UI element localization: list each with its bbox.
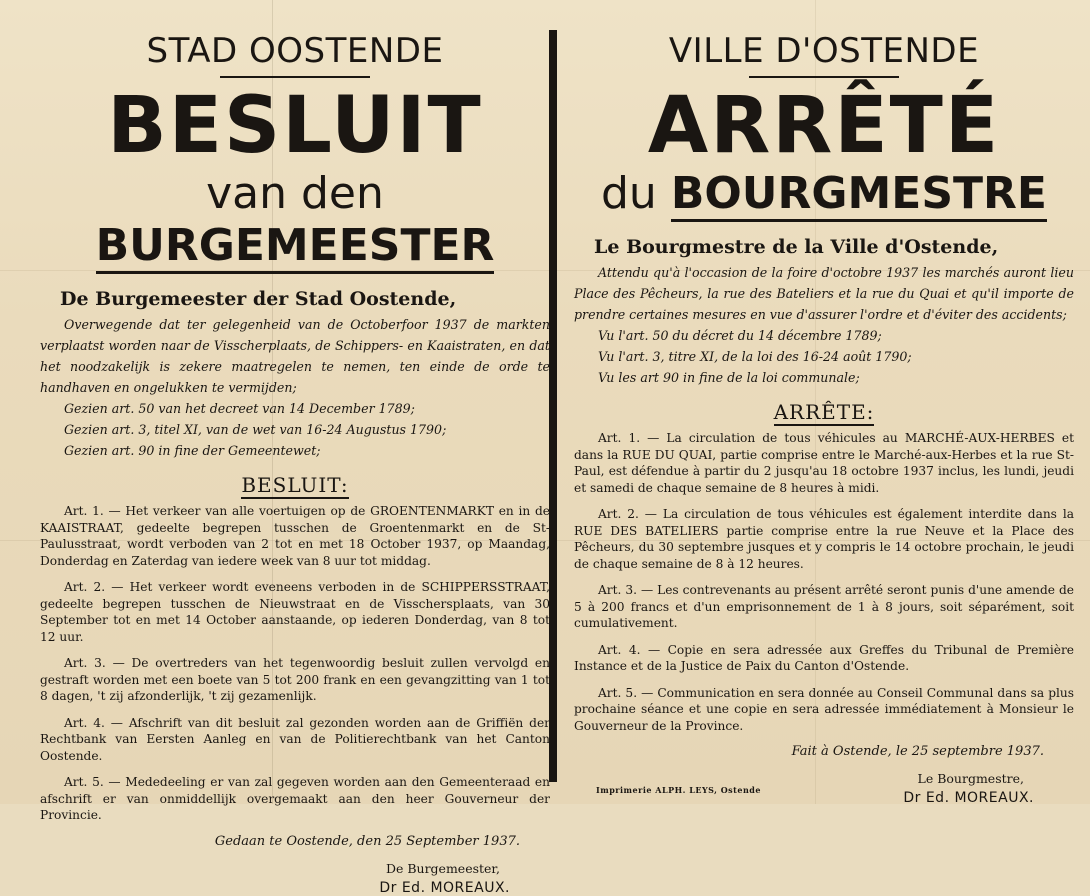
signature-title: De Burgemeester, xyxy=(385,860,500,876)
issuer-line: Le Bourgmestre de la Ville d'Ostende, xyxy=(594,236,999,258)
decides-heading xyxy=(574,400,1074,424)
french-column xyxy=(574,0,1074,804)
decree-title: BESLUIT xyxy=(107,81,483,171)
article: Art. 2. — La circulation de tous véhicules est également interdite dans la RUE DES BATELIERS partie comprise entre la rue Neuve et la Place des Pêcheurs, du 30 septembre jusques et y compris le 14 octobre prochain, le jeudi de chaque semaine de 8 à 12 heures. xyxy=(574,507,1074,571)
city-heading: STAD OOSTENDE xyxy=(146,31,444,71)
decree-subtitle xyxy=(574,168,1074,220)
subtitle-main: BOURGMESTRE xyxy=(671,168,1047,222)
article: Art. 4. — Copie en sera adressée aux Greffes du Tribunal de Première Instance et de la Justice de Paix du Canton d'Ostende. xyxy=(574,642,1074,673)
printer-imprint: Imprimerie ALPH. LEYS, Ostende xyxy=(596,785,761,795)
issuer-line: De Burgemeester der Stad Oostende, xyxy=(60,288,457,310)
decides-label: BESLUIT: xyxy=(241,473,349,497)
decree-subtitle xyxy=(40,168,550,272)
article: Art. 1. — Het verkeer van alle voertuigen op de GROENTENMARKT en in de KAAISTRAAT, gedeelte begrepen tusschen de Groentenmarkt en de St-Paulusstraat, wordt verboden van 2 tot en met 18 October 1937, op Maandag, Donderdag en Zaterdag van iedere week van 8 uur tot middag. xyxy=(40,504,550,568)
article: Art. 1. — La circulation de tous véhicules au MARCHÉ-AUX-HERBES et dans la RUE DU QUAI, partie comprise entre le Marché-aux-Herbes et la rue St-Paul, est défendue à partir du 2 jusqu'au 18 octobre 1937 inclus, les lundi, jeudi et samedi de chaque semaine de 8 heures à midi. xyxy=(574,431,1074,495)
done-line: Gedaan te Oostende, den 25 September 1937. xyxy=(214,833,520,849)
preamble: Attendu qu'à l'occasion de la foire d'octobre 1937 les marchés auront lieu Place des Pêcheurs, la rue des Bateliers et la rue du Quai et qu'il importe de prendre certaines mesures en vue d'assurer l'ordre et d'éviter des accidents; xyxy=(574,265,1074,322)
dutch-column xyxy=(40,0,550,896)
preamble: Overwegende dat ter gelegenheid van de Octoberfoor 1937 de markten verplaatst worden naar de Visscherplaats, de Schippers- en Kaaistraten, en dat het noodzakelijk is zekere maatregelen te nemen, ten einde de orde te handhaven en ongelukken te vermijden; xyxy=(40,317,550,395)
decides-label: ARRÊTE: xyxy=(773,400,875,424)
article: Art. 3. — De overtreders van het tegenwoordig besluit zullen vervolgd en gestraft worden met een boete van 5 tot 200 frank en een gevangzitting van 1 tot 8 dagen, 't zij afzonderlijk, 't zij gezamenlijk. xyxy=(40,656,550,703)
article: Art. 5. — Mededeeling er van zal gegeven worden aan den Gemeenteraad en afschrift er van onmiddellijk overgemaakt aan den heer Gouverneur der Provincie. xyxy=(40,775,550,822)
article: Art. 4. — Afschrift van dit besluit zal gezonden worden aan de Griffiën der Rechtbank van Eersten Aanleg en van de Politierechtbank van het Canton Oostende. xyxy=(40,715,550,763)
consideration: Gezien art. 90 in fine der Gemeentewet; xyxy=(64,443,321,458)
consideration: Gezien art. 50 van het decreet van 14 December 1789; xyxy=(64,401,415,416)
done-line: Fait à Ostende, le 25 septembre 1937. xyxy=(791,744,1044,759)
article: Art. 5. — Communication en sera donnée au Conseil Communal dans sa plus prochaine séance et une copie en sera adressée immédiatement à Monsieur le Gouverneur de la Province. xyxy=(574,685,1074,733)
heading-rule xyxy=(749,76,899,78)
consideration: Vu les art 90 in fine de la loi communale; xyxy=(598,370,860,385)
decides-heading xyxy=(40,473,550,497)
article: Art. 2. — Het verkeer wordt eveneens verboden in de SCHIPPERSSTRAAT, gedeelte begrepen tusschen de Nieuwstraat en de Visschersplaats, van 30 September tot en met 14 October aanstaande, op iederen Donderdag, van 8 tot 12 uur. xyxy=(40,580,550,644)
consideration: Vu l'art. 3, titre XI, de la loi des 16-24 août 1790; xyxy=(598,349,912,364)
signature-name: Dr Ed. MOREAUX. xyxy=(379,879,510,896)
subtitle-prefix: du xyxy=(601,168,657,219)
heading-rule xyxy=(220,76,370,78)
city-heading: VILLE D'OSTENDE xyxy=(668,31,980,71)
decree-title: ARRÊTÉ xyxy=(647,81,1001,171)
signature-name: Dr Ed. MOREAUX. xyxy=(903,790,1034,806)
subtitle-main: BURGEMEESTER xyxy=(96,220,495,274)
consideration: Gezien art. 3, titel XI, van de wet van 16-24 Augustus 1790; xyxy=(64,422,447,437)
article: Art. 3. — Les contrevenants au présent arrêté seront punis d'une amende de 5 à 200 francs et d'un emprisonnement de 1 à 8 jours, soit séparément, soit cumulativement. xyxy=(574,583,1074,630)
consideration: Vu l'art. 50 du décret du 14 décembre 1789; xyxy=(598,328,882,343)
subtitle-prefix: van den xyxy=(206,168,384,219)
column-divider xyxy=(549,30,557,782)
signature-title: Le Bourgmestre, xyxy=(917,771,1024,786)
